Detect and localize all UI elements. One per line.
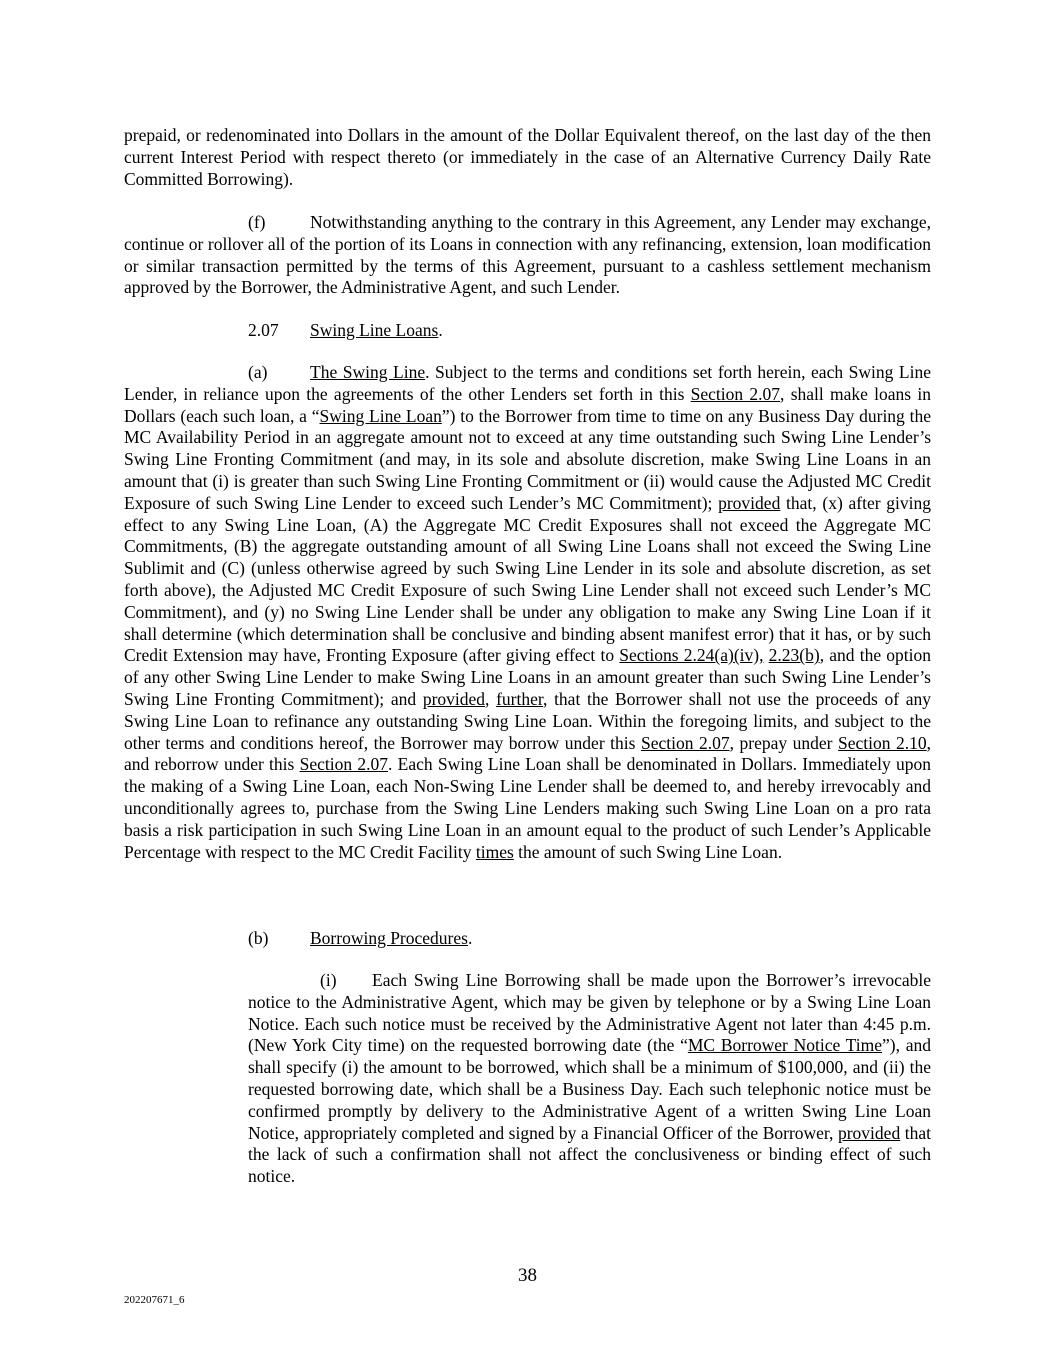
paragraph-f xyxy=(124,212,931,299)
paragraph-b-i-label: (i) xyxy=(320,970,337,990)
carryover-text: prepaid, or redenominated into Dollars in the amount of the Dollar Equivalent thereof, on the last day of the then current Interest Period with respect thereto (or immediately in the case of an Alternative Currency Daily Rate Committed Borrowing). xyxy=(124,125,931,189)
paragraph-a-label: (a) xyxy=(248,362,268,382)
further-term: further xyxy=(496,688,544,709)
page-number: 38 xyxy=(518,1265,537,1286)
paragraph-a: (a) The Swing Line. Subject to the terms and conditions set forth herein, each Swing Line Lender, in reliance upon the agreements of the other Lenders set forth in this Section 2.07, shall make loans in Dollars (each such loan, a “Swing Line Loan”) to the Borrower from time to time on any Business Day during the MC Availability Period in an aggregate amount not to exceed at any time outstanding such Swing Line Lender’s Swing Line Fronting Commitment (and may, in its sole and absolute discretion, make Swing Line Loans in an amount that (i) is greater than such Swing Line Fronting Commitment or (ii) would cause the Adjusted MC Credit Exposure of such Swing Line Lender to exceed such Lender’s MC Commitment); provided that, (x) after giving effect to any Swing Line Loan, (A) the Aggregate MC Credit Exposures shall not exceed the Aggregate MC Commitments, (B) the aggregate outstanding amount of all Swing Line Loans shall not exceed the Swing Line Sublimit and (C) (unless otherwise agreed by such Swing Line Lender in its sole and absolute discretion, as set forth above), the Adjusted MC Credit Exposure of such Swing Line Lender shall not exceed such Lender’s MC Commitment), and (y) no Swing Line Lender shall be under any obligation to make any Swing Line Loan if it shall determine (which determination shall be conclusive and binding absent manifest error) that it has, or by such Credit Extension may have, Fronting Exposure (after giving effect to Sections 2.24(a)(iv), 2.23(b), and the option of any other Swing Line Lender to make Swing Line Loans in an amount greater than such Swing Line Lender’s Swing Line Fronting Commitment); and provided, further, that the Borrower shall not use the proceeds of any Swing Line Loan to refinance any outstanding Swing Line Loan. Within the foregoing limits, and subject to the other terms and conditions hereof, the Borrower may borrow under this Section 2.07, prepay under Section 2.10, and reborrow under this Section 2.07. Each Swing Line Loan shall be denominated in Dollars. Immediately upon the making of a Swing Line Loan, each Non-Swing Line Lender shall be deemed to, and hereby irrevocably and unconditionally agrees to, purchase from the Swing Line Lenders making such Swing Line Loan on a pro rata basis a risk participation in such Swing Line Loan in an amount equal to the product of such Lender’s Applicable Percentage with respect to the MC Credit Facility times the amount of such Swing Line Loan. xyxy=(124,362,932,862)
defined-term: MC Borrower Notice Time xyxy=(687,1035,882,1056)
provided-term: provided xyxy=(422,688,486,709)
section-ref: Section 2.10 xyxy=(837,732,927,753)
provided-term: provided xyxy=(718,492,781,513)
paragraph-b-heading: (b) Borrowing Procedures. xyxy=(248,928,473,948)
times-term: times xyxy=(475,841,514,862)
paragraph-b-label: (b) xyxy=(248,928,269,948)
section-ref: 2.23(b) xyxy=(768,645,820,666)
section-number: 2.07 xyxy=(248,320,279,340)
carryover-paragraph xyxy=(124,125,931,190)
section-title: Swing Line Loans xyxy=(310,320,439,340)
section-ref: Sections 2.24(a)(iv), xyxy=(619,645,764,666)
section-heading-2-07: 2.07 Swing Line Loans. xyxy=(248,320,443,340)
paragraph-f-text: Notwithstanding anything to the contrary in this Agreement, any Lender may exchange, continue or rollover all of the portion of its Loans in connection with any refinancing, extension, loan modification or similar transaction permitted by the terms of this Agreement, pursuant to a cashless settlement mechanism approved by the Borrower, the Administrative Agent, and such Lender. xyxy=(124,212,931,298)
section-ref: Section 2.07 xyxy=(299,754,389,775)
paragraph-b-title: Borrowing Procedures xyxy=(310,928,468,948)
defined-term: Swing Line Loan xyxy=(319,405,442,426)
document-id: 202207671_6 xyxy=(124,1294,185,1306)
paragraph-f-label: (f) xyxy=(248,212,266,232)
section-ref: Section 2.07 xyxy=(690,383,781,404)
provided-term: provided xyxy=(837,1122,901,1143)
section-ref: Section 2.07 xyxy=(640,732,730,753)
paragraph-b-i: (i) Each Swing Line Borrowing shall be made upon the Borrower’s irrevocable notice to the Administrative Agent, which may be given by telephone or by a Swing Line Loan Notice. Each such notice must be received by the Administrative Agent not later than 4:45 p.m. (New York City time) on the requested borrowing date (the “MC Borrower Notice Time”), and shall specify (i) the amount to be borrowed, which shall be a minimum of $100,000, and (ii) the requested borrowing date, which shall be a Business Day. Each such telephonic notice must be confirmed promptly by delivery to the Administrative Agent of a written Swing Line Loan Notice, appropriately completed and signed by a Financial Officer of the Borrower, provided that the lack of such a confirmation shall not affect the conclusiveness or binding effect of such notice. xyxy=(248,970,931,1187)
paragraph-a-title: The Swing Line xyxy=(310,362,426,382)
